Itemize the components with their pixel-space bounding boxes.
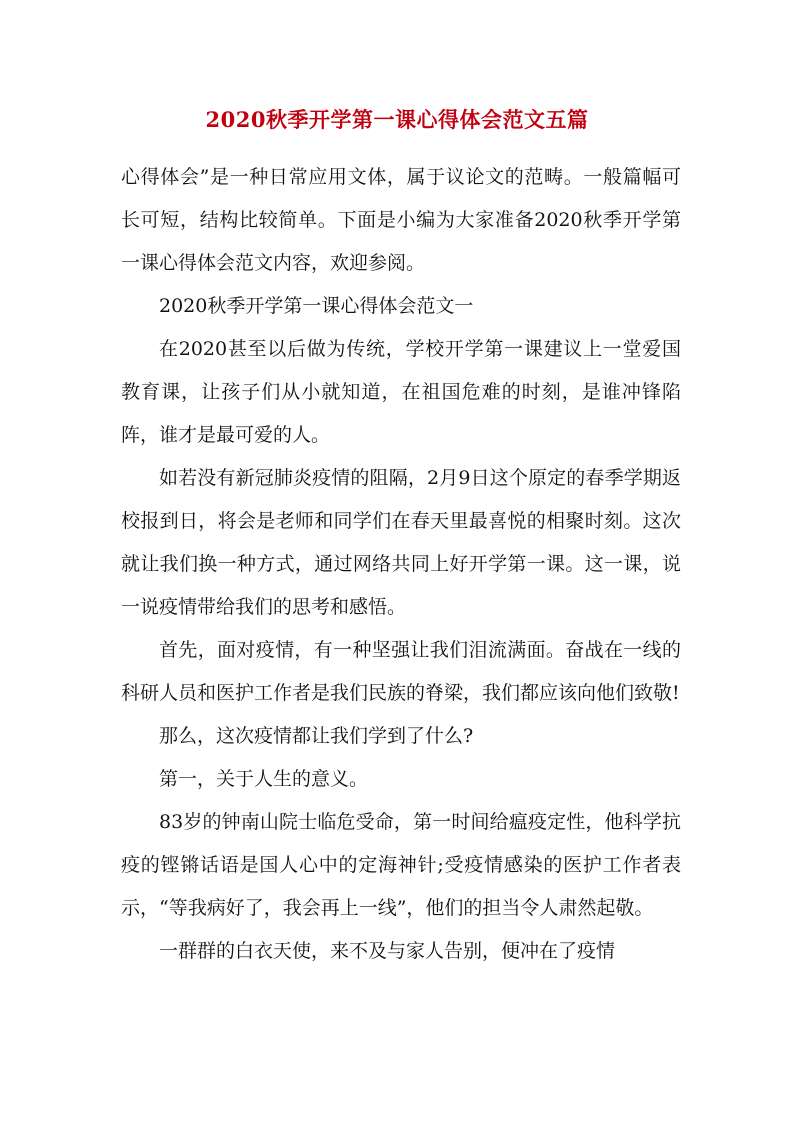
paragraph: 首先，面对疫情，有一种坚强让我们泪流满面。奋战在一线的科研人员和医护工作者是我们民族的脊梁，我们都应该向他们致敬! bbox=[121, 639, 681, 704]
document-title: 2020秋季开学第一课心得体会范文五篇 bbox=[205, 107, 589, 132]
paragraph: 如若没有新冠肺炎疫情的阻隔，2月9日这个原定的春季学期返校报到日，将会是老师和同学们在春天里最喜悦的相聚时刻。这次就让我们换一种方式，通过网络共同上好开学第一课。这一课，说一说疫情带给我们的思考和感悟。 bbox=[121, 467, 681, 618]
paragraph: 那么，这次疫情都让我们学到了什么? bbox=[159, 725, 474, 747]
section-heading: 2020秋季开学第一课心得体会范文一 bbox=[159, 295, 474, 317]
paragraph: 83岁的钟南山院士临危受命，第一时间给瘟疫定性，他科学抗疫的铿锵话语是国人心中的定海神针;受疫情感染的医护工作者表示，“等我病好了，我会再上一线”，他们的担当令人肃然起敬。 bbox=[121, 811, 681, 919]
document-body bbox=[121, 156, 681, 973]
paragraph: 一群群的白衣天使，来不及与家人告别，便冲在了疫情 bbox=[159, 940, 616, 962]
paragraph: 在2020甚至以后做为传统，学校开学第一课建议上一堂爱国教育课，让孩子们从小就知道，在祖国危难的时刻，是谁冲锋陷阵，谁才是最可爱的人。 bbox=[121, 338, 681, 446]
paragraph-intro: 心得体会”是一种日常应用文体，属于议论文的范畴。一般篇幅可长可短，结构比较简单。下面是小编为大家准备2020秋季开学第一课心得体会范文内容，欢迎参阅。 bbox=[121, 166, 681, 274]
paragraph: 第一，关于人生的意义。 bbox=[159, 768, 369, 790]
